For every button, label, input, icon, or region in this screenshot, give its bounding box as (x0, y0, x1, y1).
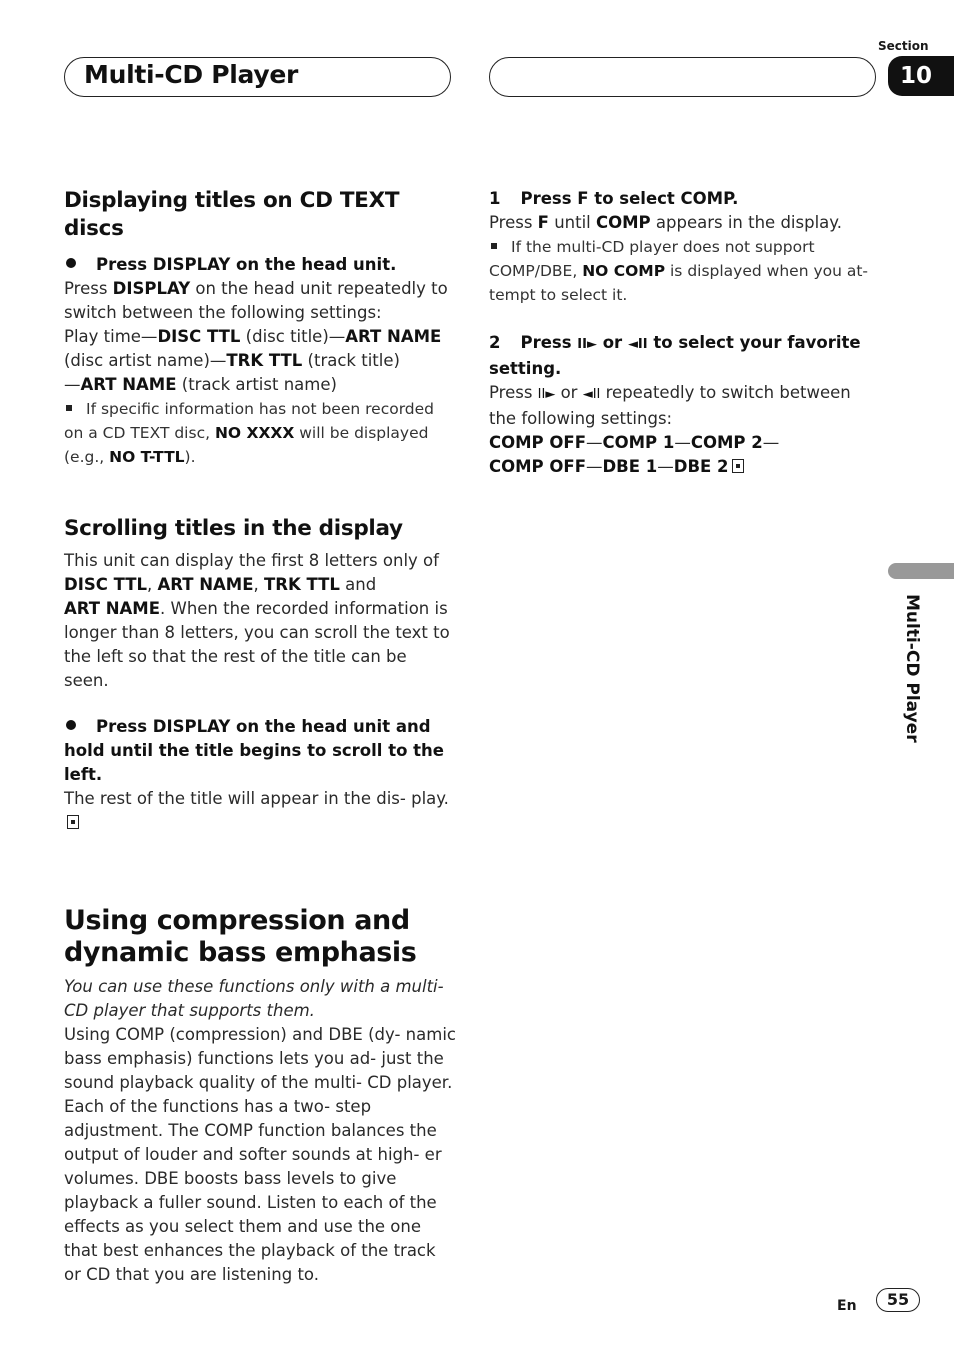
scroll-result: The rest of the title will appear in the dis- play. (64, 787, 456, 835)
language-label: En (837, 1298, 857, 1314)
left-column (64, 187, 456, 1287)
bullet-icon (66, 720, 76, 730)
play-pause-icon: II► (537, 387, 556, 402)
step-1-note: If the multi-CD player does not support COMP/DBE, NO COMP is displayed when you at- tempt to select it. (489, 238, 869, 304)
rewind-pause-icon: ◄II (582, 387, 601, 402)
heading-compression: Using compression and dynamic bass emphasis (64, 905, 417, 968)
step-2: 2 Press II► or ◄II to select your favorite setting. (489, 333, 861, 378)
side-tab-label: Multi-CD Player (902, 594, 922, 743)
step-2-body: Press II► or ◄II repeatedly to switch between the following settings: (489, 383, 851, 428)
heading-display-titles: Displaying titles on CD TEXT discs (64, 188, 400, 241)
end-mark-icon (732, 459, 744, 473)
compression-body: Using COMP (compression) and DBE (dy- namic bass emphasis) functions lets you ad- just the sound playback quality of the multi- CD player. Each of the functions has a two- step adjustment. The COMP function balances the output of louder and softer sounds at high- er volumes. DBE boosts bass levels to give playback a fuller sound. Listen to each of the effects as you select them and use the one that best enhances the playback of the track or CD that you are listening to. (64, 1025, 456, 1284)
section-label: Section (878, 39, 929, 53)
scroll-body: This unit can display the first 8 letters only of DISC TTL, ART NAME, TRK TTL and ART NAME. When the recorded information is longer than 8 letters, you can scroll the text to the left so that the rest of the title can be seen. (64, 551, 450, 690)
rewind-pause-icon: ◄II (627, 337, 648, 352)
page-number: 55 (876, 1288, 920, 1312)
side-tab-marker (888, 563, 954, 579)
play-pause-icon: II► (577, 337, 597, 352)
display-body: Press DISPLAY on the head unit repeatedly to switch between the following settings: Play time—DISC TTL (disc title)—ART NAME (disc artist name)—TRK TTL (track title) —ART NAME (track artist name) (64, 279, 448, 394)
compression-intro: You can use these functions only with a multi- CD player that supports them. (64, 977, 444, 1020)
heading-scrolling-titles: Scrolling titles in the display (64, 516, 403, 541)
note-square-icon (66, 405, 72, 411)
page-title: Multi-CD Player (84, 60, 299, 89)
display-note: If specific information has not been recorded on a CD TEXT disc, NO XXXX will be displayed (e.g., NO T-TTL). (64, 400, 435, 466)
step-1-body: Press F until COMP appears in the display. (489, 213, 842, 232)
section-number-badge: 10 (888, 56, 954, 96)
step-1: 1 Press F to select COMP. (489, 189, 739, 208)
note-square-icon (491, 243, 497, 249)
step-scroll: Press DISPLAY on the head unit and hold until the title begins to scroll to the left. (64, 717, 444, 784)
end-mark-icon (67, 815, 79, 829)
header-blank-frame (489, 57, 876, 97)
right-column (489, 187, 879, 479)
bullet-icon (66, 258, 76, 268)
settings-sequence: COMP OFF—COMP 1—COMP 2— COMP OFF—DBE 1—DBE 2 (489, 433, 780, 476)
step-display: Press DISPLAY on the head unit. (64, 253, 456, 277)
